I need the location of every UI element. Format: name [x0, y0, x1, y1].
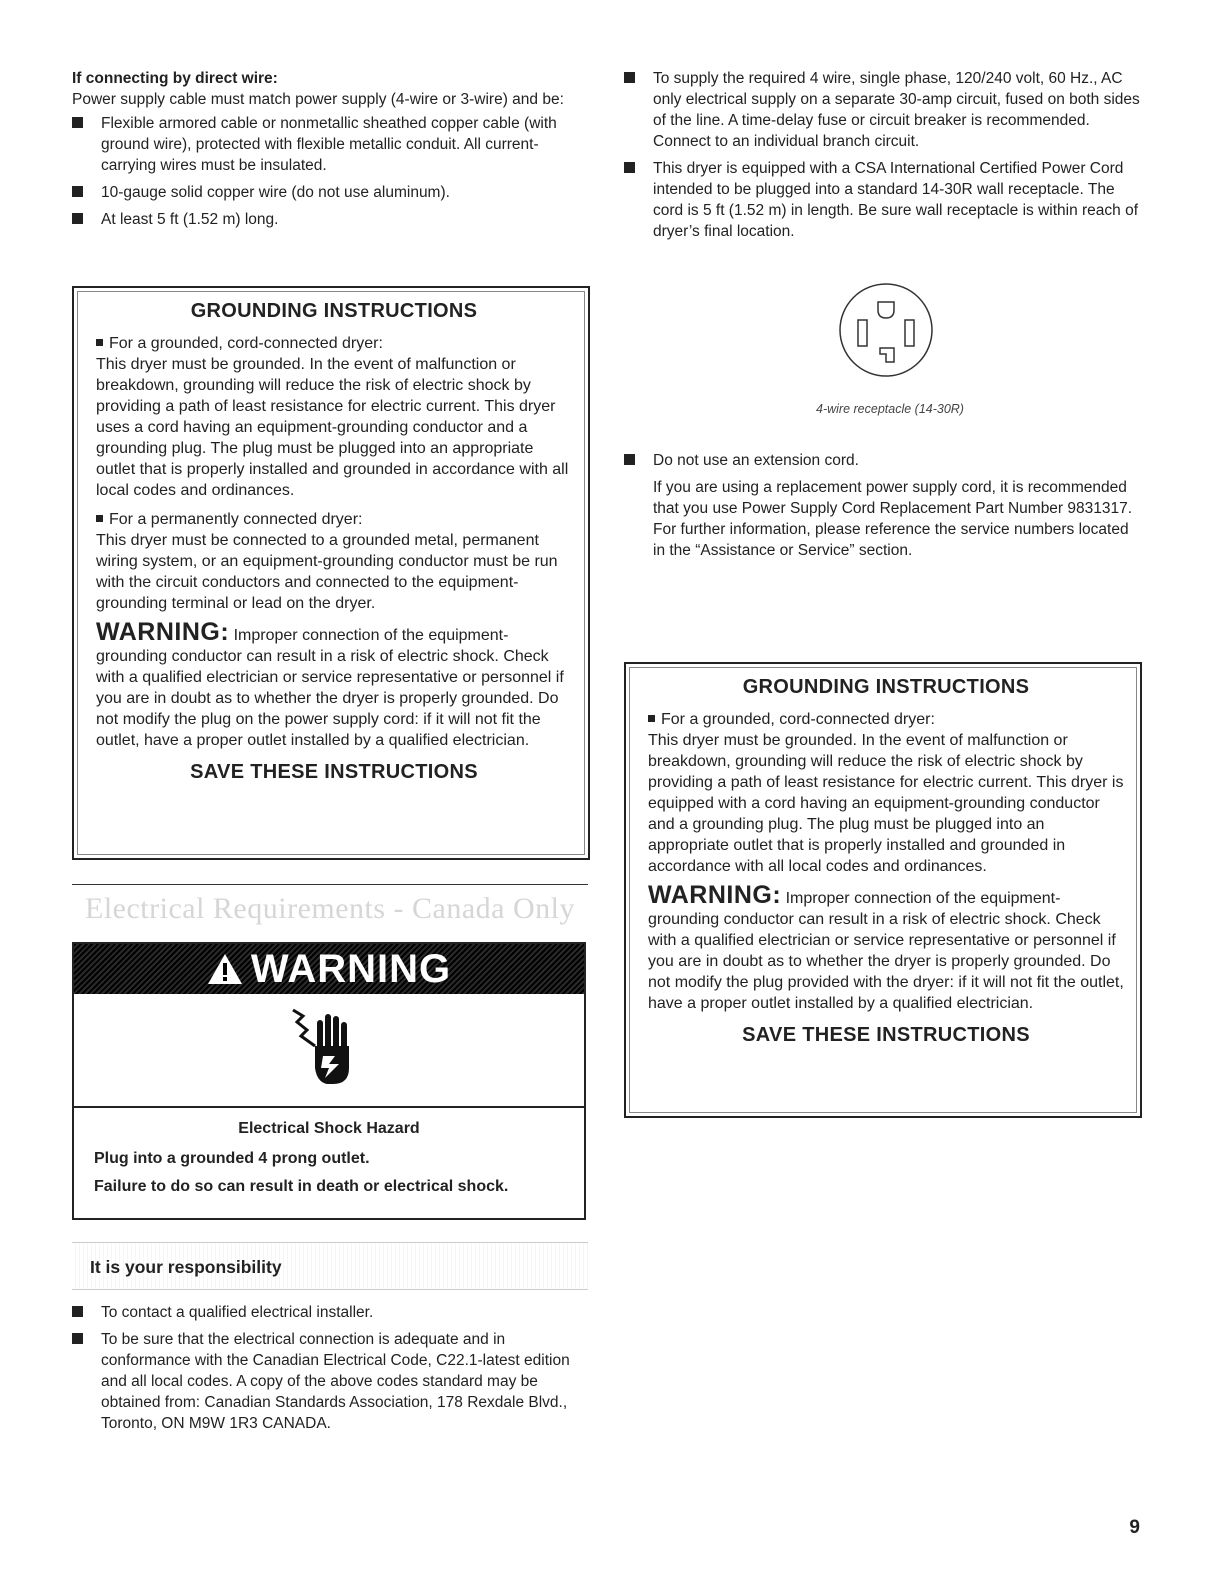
warning-word: WARNING:: [96, 618, 230, 646]
save-instructions: SAVE THESE INSTRUCTIONS: [190, 761, 478, 783]
warning-banner: WARNING: [74, 944, 584, 994]
bullet-icon: [72, 213, 83, 224]
bullet-icon: [648, 715, 655, 722]
bullet-icon: [72, 186, 83, 197]
section-title: Electrical Requirements - Canada Only: [85, 892, 575, 925]
bullet-icon: [624, 72, 635, 83]
grounding-instructions-box-left: [72, 286, 590, 860]
hazard-title: Electrical Shock Hazard: [238, 1120, 420, 1137]
warning-line-2: Failure to do so can result in death or electrical shock.: [94, 1178, 509, 1195]
list-item: At least 5 ft (1.52 m) long.: [72, 209, 588, 230]
responsibility-heading: It is your responsibility: [90, 1257, 282, 1277]
list-item: Do not use an extension cord.: [624, 450, 1142, 471]
replacement-cord-text: If you are using a replacement power supply cord, it is recommended that you use Power Supply Cord Replacement Part Number 9831317. For further information, please reference the service numbers located in the “Assistance or Service” section.: [653, 479, 1133, 559]
page-number: 9: [1129, 1517, 1140, 1538]
grounding-item-text: This dryer must be grounded. In the event of malfunction or breakdown, grounding will reduce the risk of electric shock by providing a path of least resistance for electric current. This dryer uses a cord having an equipment-grounding conductor and a grounding plug. The plug must be plugged into an appropriate outlet that is properly installed and grounded in accordance with all local codes and ordinances.: [96, 356, 569, 499]
list-item: This dryer is equipped with a CSA International Certified Power Cord intended to be plugged into a standard 14-30R wall receptacle. The cord is 5 ft (1.52 m) in length. Be sure wall receptacle is within reach of dryer’s final location.: [624, 158, 1142, 242]
section-divider: [72, 884, 588, 885]
extension-cord-section: [624, 450, 1142, 561]
bullet-icon: [72, 1306, 83, 1317]
responsibility-header: [72, 1242, 588, 1290]
shock-hazard-icon-area: [74, 994, 584, 1108]
list-item: To contact a qualified electrical installer.: [72, 1302, 588, 1323]
bullet-icon: [72, 117, 83, 128]
list-item: 10-gauge solid copper wire (do not use aluminum).: [72, 182, 588, 203]
direct-wire-intro: Power supply cable must match power supply (4-wire or 3-wire) and be:: [72, 91, 564, 108]
warning-triangle-icon: [207, 953, 243, 985]
warning-line-1: Plug into a grounded 4 prong outlet.: [94, 1150, 370, 1167]
direct-wire-section: [72, 68, 588, 236]
list-item: Flexible armored cable or nonmetallic sheathed copper cable (with ground wire), protected with flexible metallic conduit. All current-carrying wires must be insulated.: [72, 113, 588, 176]
receptacle-14-30r-icon: [836, 280, 936, 380]
right-column: [624, 68, 1142, 248]
grounding-item-text: This dryer must be connected to a grounded metal, permanent wiring system, or an equipment-grounding conductor must be run with the circuit conductors and connected to the equipment-grounding terminal or lead on the dryer.: [96, 532, 558, 612]
warning-text: Improper connection of the equipment-grounding conductor can result in a risk of electric shock. Check with a qualified electrician or service representative or personnel if you are in doubt as to whether the dryer is properly grounded. Do not modify the plug on the power supply cord: if it will not fit the outlet, have a proper outlet installed by a qualified electrician.: [96, 627, 564, 749]
grounding-item-label: For a grounded, cord-connected dryer:: [109, 335, 383, 352]
grounding-instructions-box-right: [624, 662, 1142, 1118]
grounding-item-text: This dryer must be grounded. In the event of malfunction or breakdown, grounding will reduce the risk of electric shock by providing a path of least resistance for electric current. This dryer is equipped with a cord having an equipment-grounding conductor and a grounding plug. The plug must be plugged into an appropriate outlet that is properly installed and grounded in accordance with all local codes and ordinances.: [648, 732, 1124, 875]
receptacle-caption: 4-wire receptacle (14-30R): [816, 402, 964, 416]
bullet-icon: [96, 339, 103, 346]
warning-word: WARNING:: [648, 881, 782, 909]
save-instructions: SAVE THESE INSTRUCTIONS: [742, 1024, 1030, 1046]
responsibility-list: [72, 1302, 588, 1440]
bullet-icon: [624, 454, 635, 465]
direct-wire-heading: If connecting by direct wire:: [72, 70, 278, 87]
list-item: To be sure that the electrical connection is adequate and in conformance with the Canadian Electrical Code, C22.1-latest edition and all local codes. A copy of the above codes standard may be obtained from: Canadian Standards Association, 178 Rexdale Blvd., Toronto, ON M9W 1R3 CANADA.: [72, 1329, 588, 1434]
grounding-title: GROUNDING INSTRUCTIONS: [190, 300, 478, 322]
grounding-item-label: For a grounded, cord-connected dryer:: [661, 711, 935, 728]
bullet-icon: [624, 162, 635, 173]
shock-hand-icon: [289, 1006, 369, 1096]
warning-text: Improper connection of the equipment-grounding conductor can result in a risk of electric shock. Check with a qualified electrician or service representative or personnel if you are in doubt as to whether the dryer is properly grounded. Do not modify the plug provided with the dryer: if it will not fit the outlet, have a proper outlet installed by a qualified electrician.: [648, 890, 1124, 1012]
list-item: To supply the required 4 wire, single phase, 120/240 volt, 60 Hz., AC only electrical supply on a separate 30-amp circuit, fused on both sides of the line. A time-delay fuse or circuit breaker is recommended. Connect to an individual branch circuit.: [624, 68, 1142, 152]
grounding-item-label: For a permanently connected dryer:: [109, 511, 363, 528]
bullet-icon: [72, 1333, 83, 1344]
bullet-icon: [96, 515, 103, 522]
warning-box: [72, 942, 586, 1220]
grounding-title: GROUNDING INSTRUCTIONS: [742, 676, 1030, 698]
